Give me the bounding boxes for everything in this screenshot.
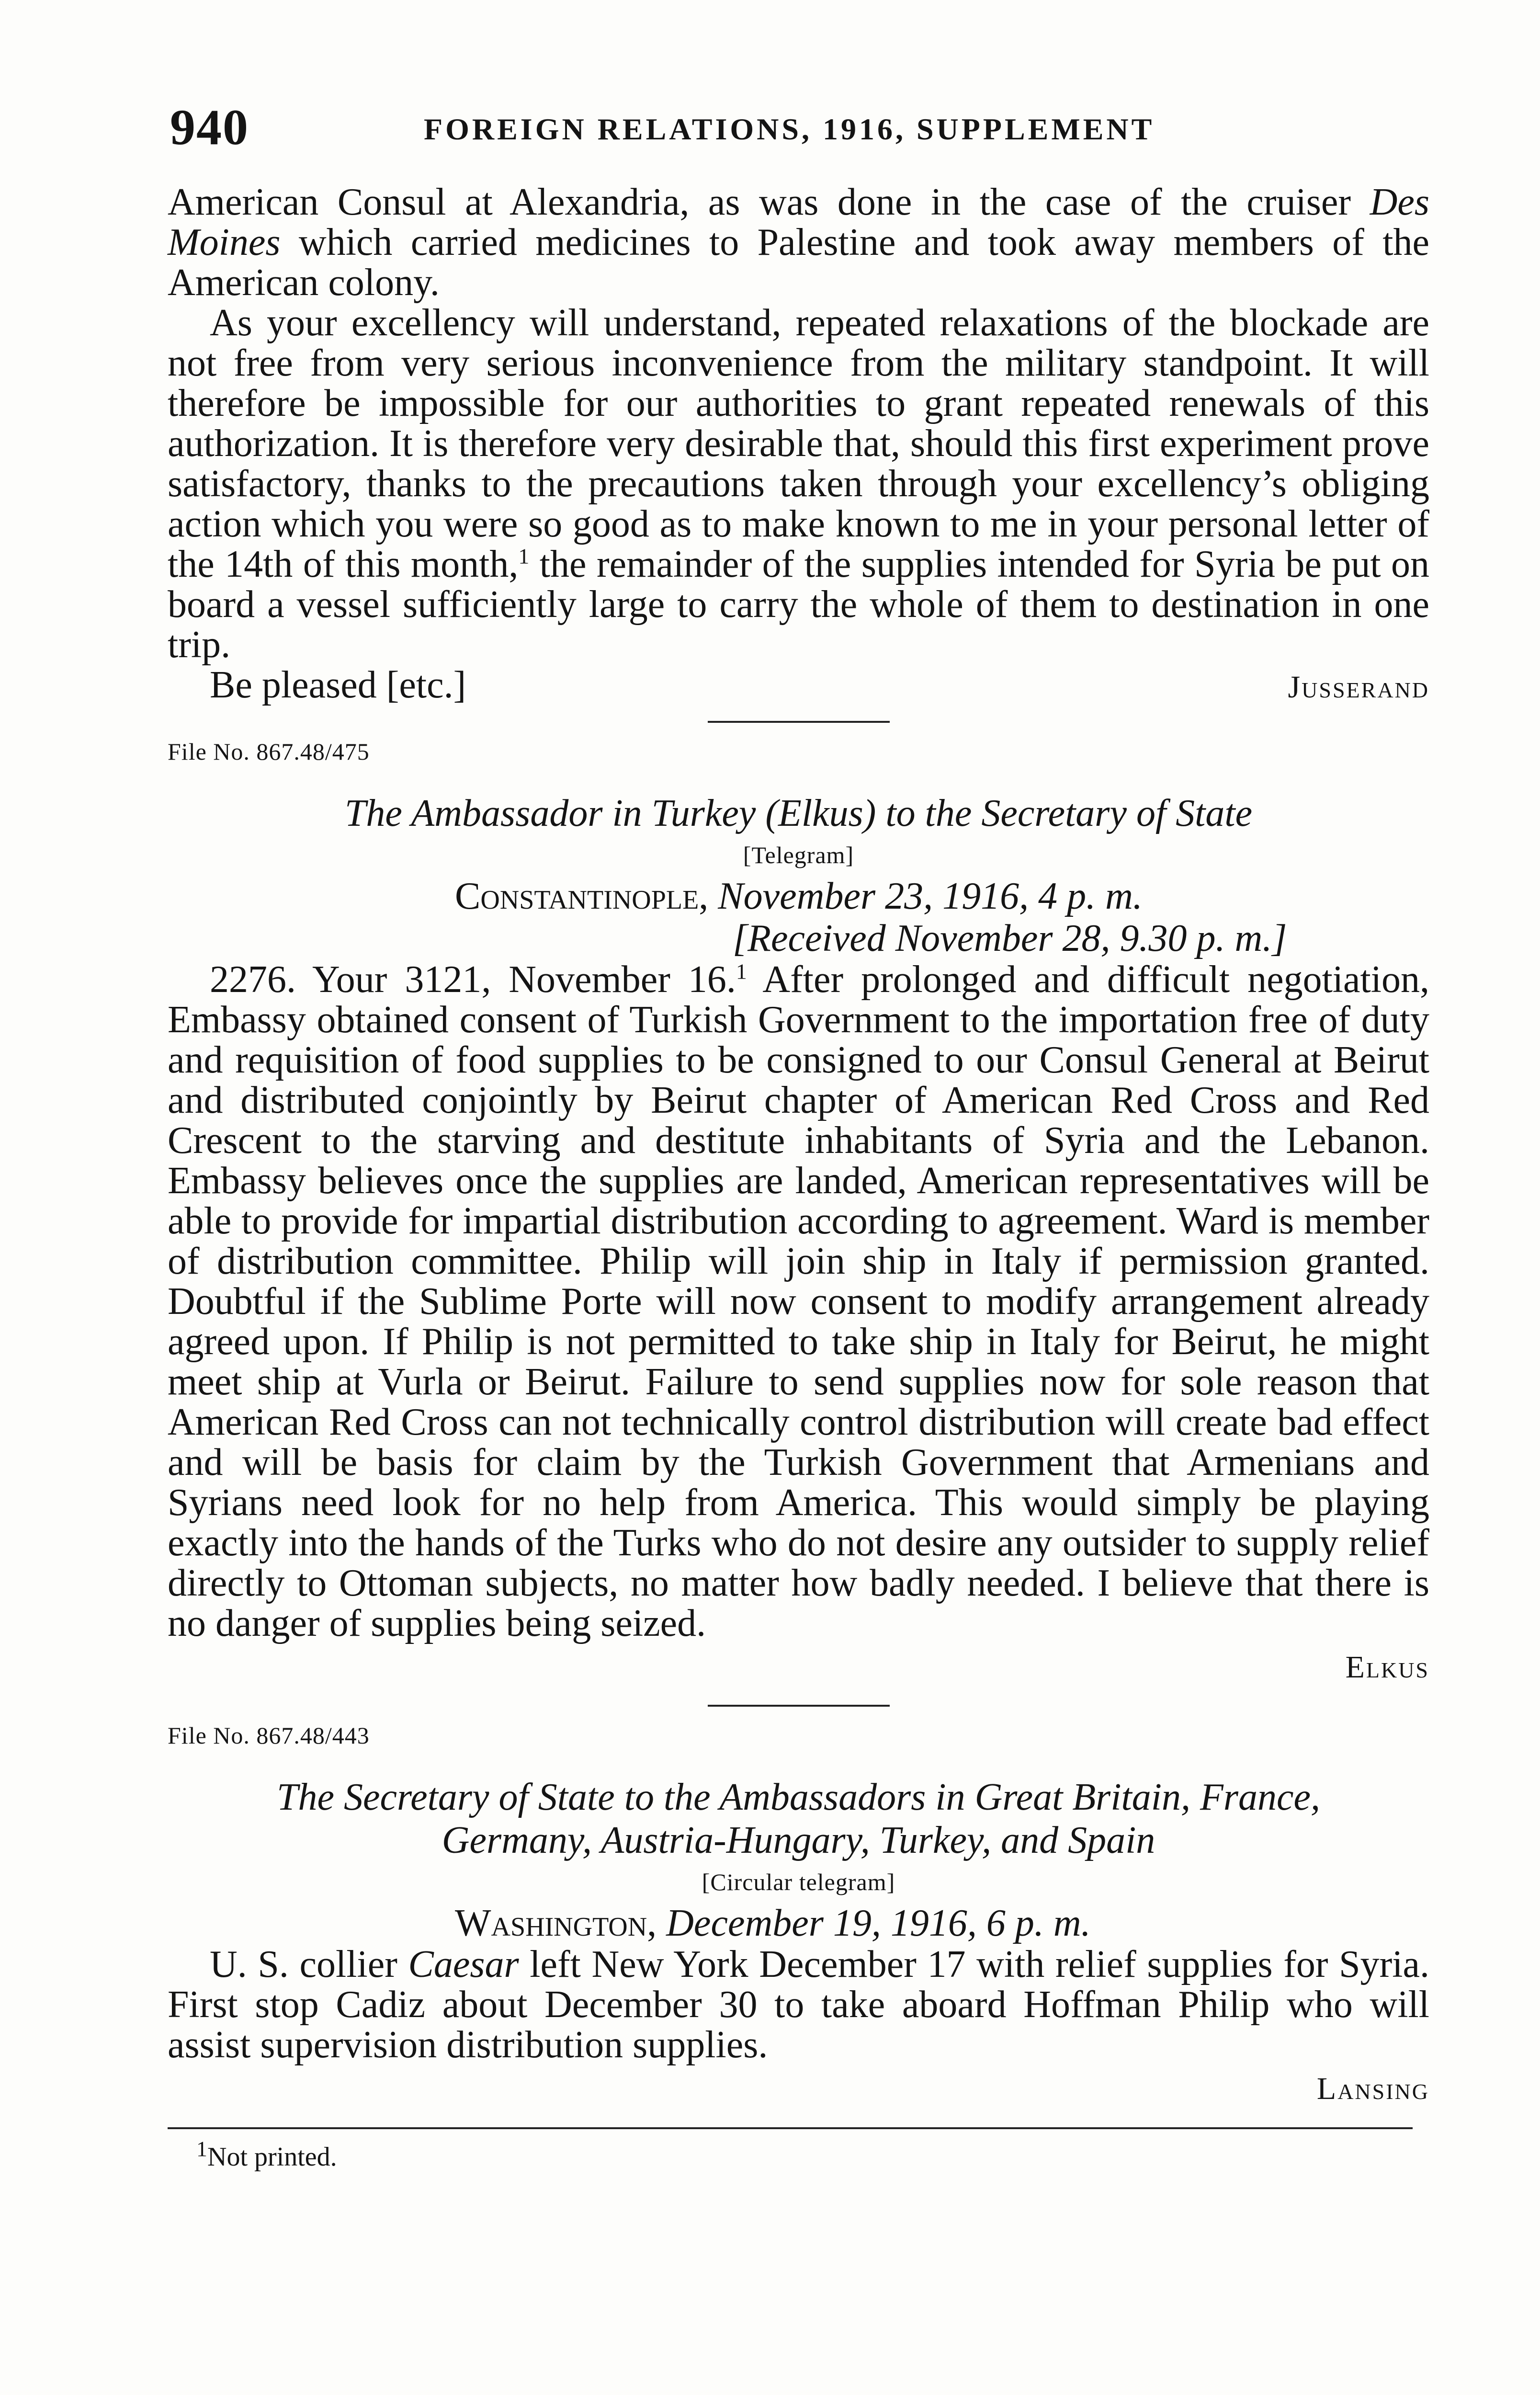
doc3-title-line-1: The Secretary of State to the Ambassadors in Great Britain, France, [276,1776,1321,1818]
doc2-dateline [168,875,1429,917]
doc3-ship-name: Caesar [408,1943,519,1985]
footnote-marker: 1 [196,2136,207,2161]
doc3-telegram-label: [Circular telegram] [702,1869,895,1895]
doc2-signature: Elkus [1345,1650,1429,1685]
doc1-para1-text-end: which carried medicines to Palestine and took away members of the American colony. [168,221,1429,304]
doc2-received: [Received November 28, 9.30 p. m.] [733,917,1287,959]
doc3-body-end: left New York December 17 with relief supplies for Syria. First stop Cadiz about December 30 to take aboard Hoffman Philip who will assist supervision distribution supplies. [168,1943,1429,2066]
doc2-date-time: November 23, 1916, 4 p. m. [718,875,1143,917]
doc2-body-start: 2276. Your 3121, November 16. [210,958,736,1001]
doc1-para2-text-end: the remainder of the supplies intended for Syria be put on board a vessel sufficiently large to carry the whole of them to destination in one trip. [168,543,1430,666]
doc2-body [168,959,1429,1643]
section-divider [708,1705,890,1707]
doc2-telegram-label: [Telegram] [743,842,854,868]
doc3-date-time: December 19, 1916, 6 p. m. [666,1902,1091,1944]
page-body [168,182,1429,2176]
doc2-body-end: After prolonged and difficult negotiation, Embassy obtained consent of Turkish Government to the importation free of duty and requisition of food supplies to be consigned to our Consul General at Beirut and distributed conjointly by Beirut chapter of American Red Cross and Red Crescent to the starving and destitute inhabitants of Syria and the Lebanon. Embassy believes once the supplies are landed, American representatives will be able to provide for impartial distribution according to agreement. Ward is member of distribution committee. Philip will join ship in Italy if permission granted. Doubtful if the Sublime Porte will now consent to modify arrangement already agreed upon. If Philip is not permitted to take ship in Italy for Beirut, he might meet ship at Vurla or Beirut. Failure to send supplies now for sole reason that American Red Cross can not technically control distribution will create bad effect and will be basis for claim by the Turkish Government that Armenians and Syrians need look for no help from America. This would simply be playing exactly into the hands of the Turks who do not desire any outsider to supply relief directly to Ottoman subjects, no matter how badly needed. I believe that there is no danger of supplies being seized. [168,958,1429,1644]
doc1-closing: Be pleased [etc.] [210,664,466,706]
doc3-date-place: Washington, [455,1902,657,1944]
doc3-signature: Lansing [1316,2071,1429,2106]
doc1-paragraph-1 [168,182,1429,303]
page-header [170,98,1415,165]
doc2-title: The Ambassador in Turkey (Elkus) to the Secretary of State [344,792,1253,834]
doc3-file-number: File No. 867.48/443 [168,1722,370,1749]
running-head: FOREIGN RELATIONS, 1916, SUPPLEMENT [424,112,1155,146]
page-number: 940 [170,99,249,155]
doc1-ship-name: Des Moines [168,181,1430,263]
doc1-para1-text-start: American Consul at Alexandria, as was done in the case of the cruiser [168,181,1351,223]
doc1-para2-text-start: As your excellency will understand, repeated relaxations of the blockade are not free from very serious inconvenience from the military standpoint. It will therefore be impossible for our authorities to grant repeated renewals of this authorization. It is therefore very desirable that, should this first experiment prove satisfactory, thanks to the precautions taken through your excellency’s obliging action which you were so good as to make known to me in your personal letter of the 14th of this month, [168,302,1429,585]
doc3-body-start: U. S. collier [210,1943,397,1985]
footnote [168,2138,1429,2176]
section-divider [708,721,890,723]
footnote-ref: 1 [736,959,747,984]
doc3-title-line-2: Germany, Austria-Hungary, Turkey, and Spain [442,1819,1155,1861]
doc3-body [168,1944,1429,2065]
doc1-paragraph-2 [168,303,1429,665]
doc3-title [168,1776,1429,1862]
doc2-date-place: Constantinople, [455,875,709,917]
footnote-ref: 1 [518,544,530,569]
doc1-signature: Jusserand [1288,670,1429,705]
doc2-file-number: File No. 867.48/475 [168,738,370,765]
footnote-divider [168,2127,1413,2129]
footnote-text: Not printed. [207,2142,337,2172]
doc3-dateline [168,1902,1429,1944]
doc1-closing-line [168,665,1429,707]
